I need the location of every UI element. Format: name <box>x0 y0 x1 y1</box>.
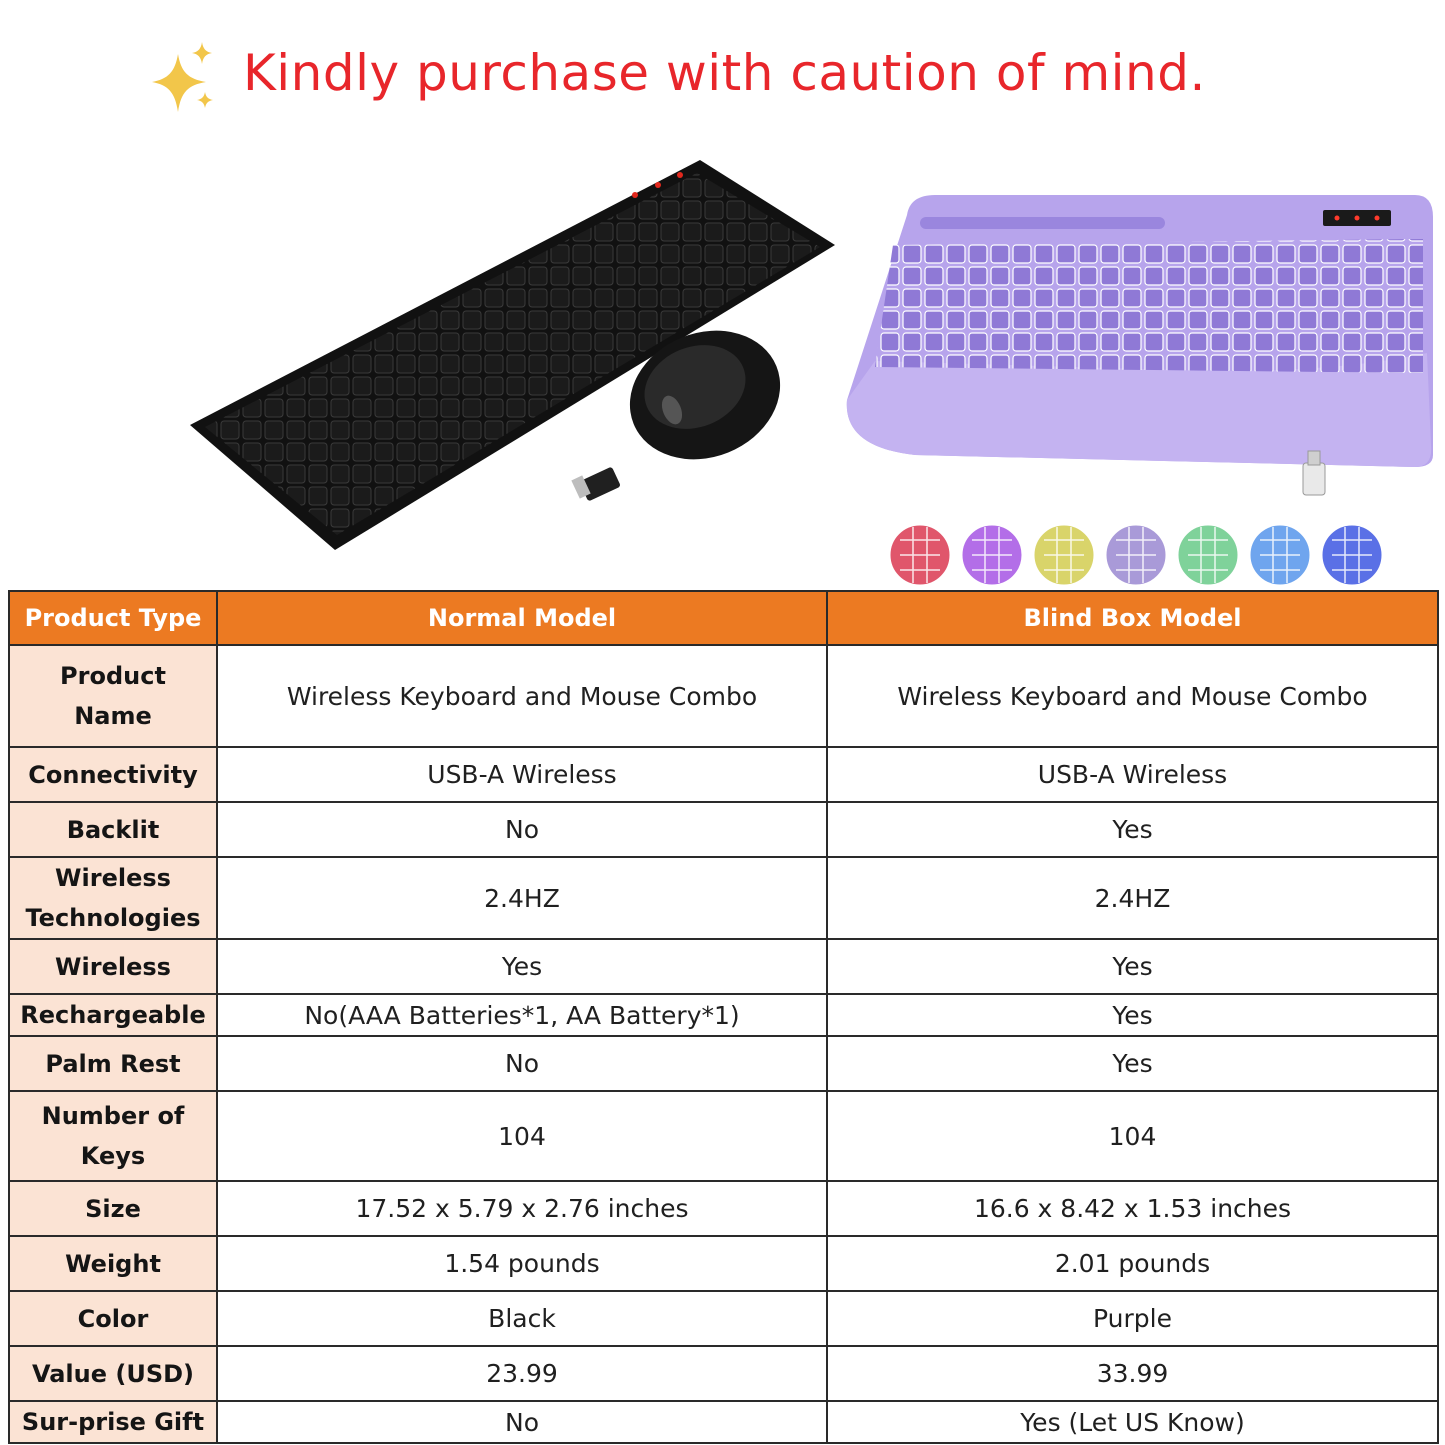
blind-box-value: 2.01 pounds <box>827 1236 1438 1291</box>
table-row <box>9 1181 1438 1236</box>
header-normal-model: Normal Model <box>217 591 827 645</box>
product-photos <box>175 155 1440 590</box>
normal-model-value: 2.4HZ <box>217 857 827 939</box>
row-label: Palm Rest <box>9 1036 217 1091</box>
header-blind-box-model: Blind Box Model <box>827 591 1438 645</box>
row-label: Value (USD) <box>9 1346 217 1401</box>
header-product-type: Product Type <box>9 591 217 645</box>
table-row <box>9 1401 1438 1443</box>
row-label: Backlit <box>9 802 217 857</box>
normal-model-value: Black <box>217 1291 827 1346</box>
comparison-table <box>8 590 1439 1444</box>
backlight-color-swatches <box>889 524 1383 586</box>
blind-box-value: Purple <box>827 1291 1438 1346</box>
table-row <box>9 939 1438 994</box>
table-row <box>9 857 1438 939</box>
row-label: Product Name <box>9 645 217 747</box>
caution-banner <box>0 30 1445 125</box>
blind-box-value: USB-A Wireless <box>827 747 1438 802</box>
table-row <box>9 747 1438 802</box>
blind-box-value: Yes <box>827 1036 1438 1091</box>
blind-box-value: Yes <box>827 802 1438 857</box>
normal-model-value: No <box>217 802 827 857</box>
row-label: Wireless Technologies <box>9 857 217 939</box>
row-label: Size <box>9 1181 217 1236</box>
normal-model-value: 23.99 <box>217 1346 827 1401</box>
normal-model-value: USB-A Wireless <box>217 747 827 802</box>
normal-model-value: Wireless Keyboard and Mouse Combo <box>217 645 827 747</box>
table-header-row <box>9 591 1438 645</box>
purple-keyboard-image <box>847 195 1433 467</box>
normal-model-value: 104 <box>217 1091 827 1181</box>
row-label: Weight <box>9 1236 217 1291</box>
blind-box-value: Yes (Let US Know) <box>827 1401 1438 1443</box>
table-row <box>9 1036 1438 1091</box>
sparkles-icon <box>150 40 220 115</box>
normal-model-value: No <box>217 1036 827 1091</box>
table-row <box>9 1291 1438 1346</box>
table-row <box>9 1236 1438 1291</box>
table-row <box>9 1091 1438 1181</box>
row-label: Rechargeable <box>9 994 217 1036</box>
normal-model-value: No(AAA Batteries*1, AA Battery*1) <box>217 994 827 1036</box>
blind-box-value: 16.6 x 8.42 x 1.53 inches <box>827 1181 1438 1236</box>
blind-box-value: 104 <box>827 1091 1438 1181</box>
table-row <box>9 1346 1438 1401</box>
normal-model-value: Yes <box>217 939 827 994</box>
blind-box-value: 2.4HZ <box>827 857 1438 939</box>
row-label: Color <box>9 1291 217 1346</box>
normal-model-value: 1.54 pounds <box>217 1236 827 1291</box>
table-row <box>9 994 1438 1036</box>
normal-model-value: No <box>217 1401 827 1443</box>
table-row <box>9 802 1438 857</box>
blind-box-value: 33.99 <box>827 1346 1438 1401</box>
normal-model-value: 17.52 x 5.79 x 2.76 inches <box>217 1181 827 1236</box>
row-label: Wireless <box>9 939 217 994</box>
usb-receiver-image <box>571 466 621 501</box>
row-label: Sur-prise Gift <box>9 1401 217 1443</box>
row-label: Connectivity <box>9 747 217 802</box>
blind-box-value: Wireless Keyboard and Mouse Combo <box>827 645 1438 747</box>
blind-box-value: Yes <box>827 939 1438 994</box>
caution-message: Kindly purchase with caution of mind. <box>243 44 1206 102</box>
row-label: Number of Keys <box>9 1091 217 1181</box>
table-row <box>9 645 1438 747</box>
blind-box-value: Yes <box>827 994 1438 1036</box>
